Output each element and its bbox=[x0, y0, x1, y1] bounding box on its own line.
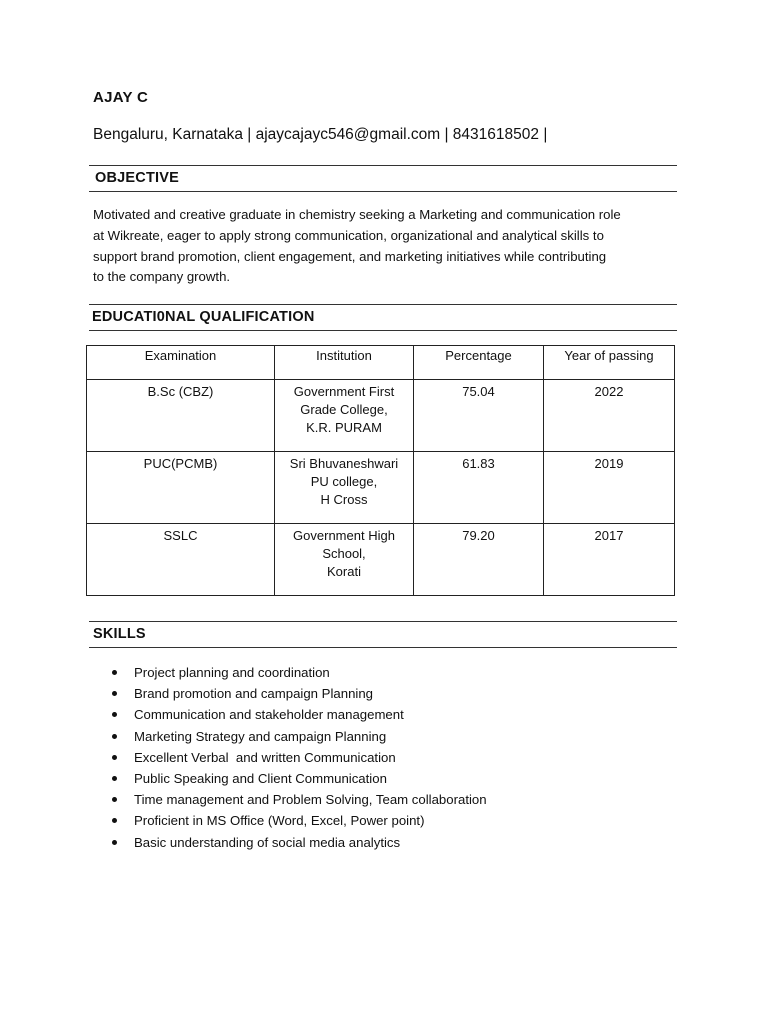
cell-year: 2019 bbox=[544, 452, 675, 524]
cell-percentage: 75.04 bbox=[414, 380, 544, 452]
list-item bbox=[93, 704, 487, 725]
skill-text: Excellent Verbal and written Communication bbox=[134, 749, 396, 765]
column-header-examination: Examination bbox=[87, 346, 275, 380]
cell-examination: B.Sc (CBZ) bbox=[87, 380, 275, 452]
column-header-year: Year of passing bbox=[544, 346, 675, 380]
bullet-icon bbox=[112, 712, 117, 717]
objective-line: at Wikreate, eager to apply strong communication, organizational and analytical skills to bbox=[93, 227, 604, 243]
cell-institution bbox=[275, 524, 414, 596]
education-section-header bbox=[89, 304, 677, 331]
skill-text: Public Speaking and Client Communication bbox=[134, 770, 387, 786]
bullet-icon bbox=[112, 776, 117, 781]
institution-line: H Cross bbox=[320, 492, 368, 507]
table-row bbox=[87, 452, 675, 524]
table-header-row bbox=[87, 346, 675, 380]
skill-text: Basic understanding of social media analytics bbox=[134, 834, 401, 850]
education-title: EDUCATI0NAL QUALIFICATION bbox=[92, 309, 315, 325]
candidate-name: AJAY C bbox=[93, 89, 149, 106]
institution-line: School, bbox=[322, 546, 366, 561]
skills-section-header bbox=[89, 621, 677, 648]
institution-line: Korati bbox=[327, 564, 361, 579]
cell-examination: SSLC bbox=[87, 524, 275, 596]
cell-percentage: 79.20 bbox=[414, 524, 544, 596]
list-item bbox=[93, 662, 487, 683]
bullet-icon bbox=[112, 818, 117, 823]
bullet-icon bbox=[112, 734, 117, 739]
objective-line: to the company growth. bbox=[93, 269, 231, 285]
skill-text: Project planning and coordination bbox=[134, 665, 330, 680]
skills-list bbox=[93, 662, 487, 853]
institution-line: Grade College, bbox=[300, 402, 388, 417]
institution-line: Government First bbox=[293, 384, 395, 399]
cell-institution bbox=[275, 452, 414, 524]
bullet-icon bbox=[112, 797, 117, 802]
bullet-icon bbox=[112, 670, 117, 675]
skill-text: Proficient in MS Office (Word, Excel, Power point) bbox=[134, 813, 425, 829]
institution-line: Government High bbox=[293, 528, 395, 543]
institution-line: Sri Bhuvaneshwari bbox=[289, 456, 399, 471]
list-item bbox=[93, 768, 487, 789]
objective-section-header bbox=[89, 165, 677, 192]
list-item bbox=[93, 789, 487, 810]
education-table bbox=[86, 345, 675, 596]
objective-line: Motivated and creative graduate in chemistry seeking a Marketing and communication role bbox=[93, 207, 621, 222]
list-item bbox=[93, 683, 487, 704]
list-item bbox=[93, 832, 487, 853]
column-header-percentage: Percentage bbox=[414, 346, 544, 380]
table-row bbox=[87, 380, 675, 452]
table-row bbox=[87, 524, 675, 596]
bullet-icon bbox=[112, 755, 117, 760]
institution-line: PU college, bbox=[310, 474, 378, 489]
list-item bbox=[93, 747, 487, 768]
objective-text bbox=[93, 205, 683, 288]
skills-title: SKILLS bbox=[93, 626, 146, 642]
cell-examination: PUC(PCMB) bbox=[87, 452, 275, 524]
cell-year: 2017 bbox=[544, 524, 675, 596]
skill-text: Marketing Strategy and campaign Planning bbox=[134, 728, 387, 744]
institution-line: K.R. PURAM bbox=[306, 420, 382, 435]
bullet-icon bbox=[112, 691, 117, 696]
contact-line: Bengaluru, Karnataka | ajaycajayc546@gmail.com | 8431618502 | bbox=[93, 126, 548, 143]
cell-percentage: 61.83 bbox=[414, 452, 544, 524]
list-item bbox=[93, 726, 487, 747]
list-item bbox=[93, 810, 487, 831]
skill-text: Brand promotion and campaign Planning bbox=[134, 686, 373, 702]
skill-text: Communication and stakeholder management bbox=[134, 707, 404, 723]
objective-line: support brand promotion, client engagement, and marketing initiatives while contributing bbox=[93, 248, 607, 264]
bullet-icon bbox=[112, 840, 117, 845]
column-header-institution: Institution bbox=[275, 346, 414, 380]
objective-title: OBJECTIVE bbox=[95, 170, 179, 186]
cell-institution bbox=[275, 380, 414, 452]
cell-year: 2022 bbox=[544, 380, 675, 452]
skill-text: Time management and Problem Solving, Team collaboration bbox=[134, 792, 487, 808]
